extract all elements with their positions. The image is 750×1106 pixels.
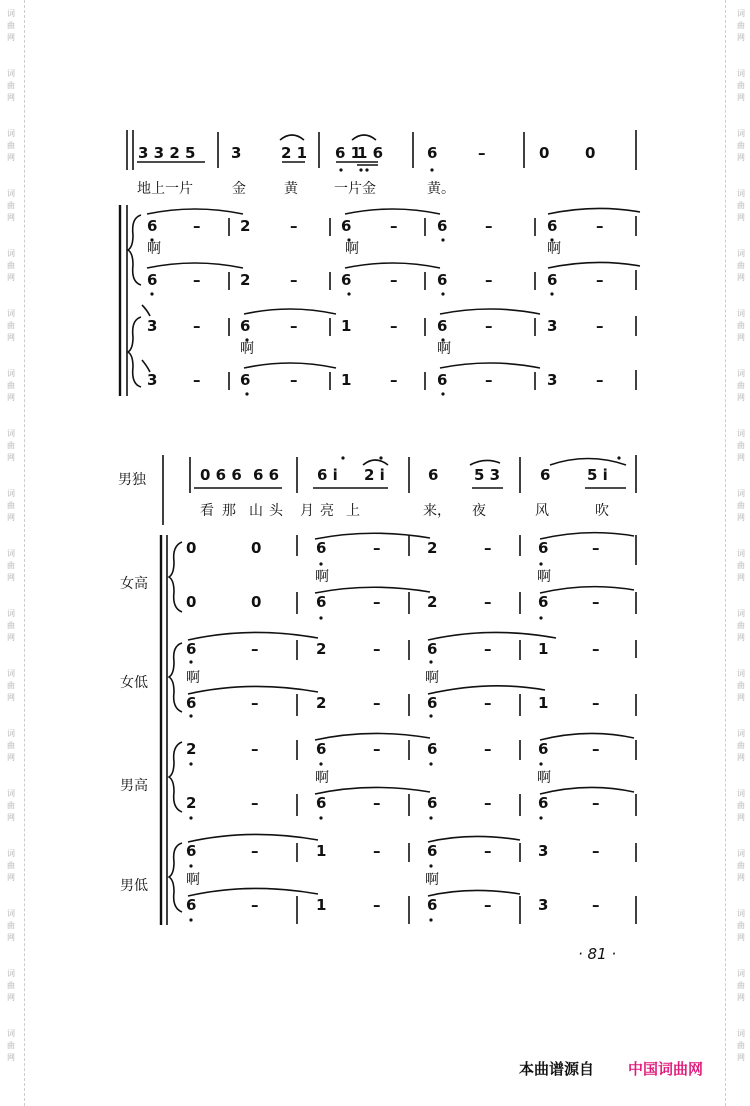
- note: 1: [538, 640, 549, 658]
- dash: –: [484, 539, 492, 557]
- watermark-char: 网: [737, 273, 745, 282]
- watermark-char: 曲: [7, 21, 15, 30]
- watermark-char: 词: [737, 669, 745, 678]
- dash: –: [484, 694, 492, 712]
- watermark-char: 网: [7, 273, 15, 282]
- note: 6: [316, 794, 327, 812]
- dash: –: [485, 317, 493, 335]
- dash: –: [251, 794, 259, 812]
- dash: –: [251, 842, 259, 860]
- dash: –: [478, 144, 486, 162]
- note: 6: [427, 794, 438, 812]
- watermark-char: 网: [7, 753, 15, 762]
- dash: –: [592, 794, 600, 812]
- voice-label: 女高: [120, 576, 148, 592]
- dash: –: [390, 317, 398, 335]
- lyric: 啊: [345, 241, 359, 257]
- lyric: 啊: [425, 872, 439, 888]
- note: 6: [427, 842, 438, 860]
- dash: –: [290, 271, 298, 289]
- lyric: 啊: [547, 241, 561, 257]
- lyric: 风: [535, 503, 549, 519]
- note: 1: [341, 371, 352, 389]
- watermark-char: 网: [7, 993, 15, 1002]
- note: 6: [240, 371, 251, 389]
- note: 6: [538, 593, 549, 611]
- note-group: 1 6: [357, 144, 384, 162]
- dash: –: [390, 271, 398, 289]
- watermark-char: 曲: [7, 921, 15, 930]
- watermark-char: 曲: [737, 21, 745, 30]
- watermark-char: 曲: [7, 261, 15, 270]
- note: 6: [538, 740, 549, 758]
- watermark-char: 网: [737, 393, 745, 402]
- lyric: 啊: [537, 569, 551, 585]
- watermark-char: 曲: [7, 501, 15, 510]
- dash: –: [592, 640, 600, 658]
- lyric: 啊: [186, 670, 200, 686]
- note: 2: [427, 593, 438, 611]
- watermark-char: 词: [7, 789, 15, 798]
- dash: –: [251, 896, 259, 914]
- watermark-char: 曲: [737, 381, 745, 390]
- lyric: 啊: [437, 341, 451, 357]
- lyric: 啊: [186, 872, 200, 888]
- watermark-char: 词: [737, 969, 745, 978]
- note: 6: [240, 317, 251, 335]
- note-group: 2 1: [281, 144, 308, 162]
- watermark-char: 网: [737, 93, 745, 102]
- watermark-char: 词: [737, 609, 745, 618]
- watermark-char: 词: [737, 849, 745, 858]
- note: 6: [437, 217, 448, 235]
- lyric: 啊: [240, 341, 254, 357]
- watermark-char: 词: [737, 1029, 745, 1038]
- lyric: 金: [232, 181, 246, 197]
- lyric: 来，: [423, 503, 451, 519]
- watermark-char: 网: [737, 573, 745, 582]
- watermark-char: 网: [7, 93, 15, 102]
- lyric: 夜: [472, 503, 486, 519]
- watermark-char: 词: [737, 729, 745, 738]
- watermark-char: 词: [737, 9, 745, 18]
- note: 6: [147, 271, 158, 289]
- dash: –: [596, 371, 604, 389]
- watermark-char: 曲: [737, 681, 745, 690]
- watermark-char: 词: [7, 729, 15, 738]
- lyric: 啊: [147, 241, 161, 257]
- lyric: 头: [269, 503, 283, 519]
- note: 6: [427, 896, 438, 914]
- note: 6: [427, 144, 438, 162]
- watermark-char: 词: [737, 309, 745, 318]
- watermark-char: 网: [7, 813, 15, 822]
- note-group: 5 3: [474, 466, 501, 484]
- note-group: 0 6 6: [200, 466, 242, 484]
- watermark-char: 曲: [737, 621, 745, 630]
- watermark-char: 曲: [737, 201, 745, 210]
- voice-label: 男高: [120, 778, 148, 794]
- watermark-char: 曲: [737, 261, 745, 270]
- dash: –: [373, 539, 381, 557]
- watermark-char: 曲: [737, 801, 745, 810]
- lyric: 黄。: [427, 181, 455, 197]
- watermark-char: 词: [7, 309, 15, 318]
- watermark-char: 曲: [737, 981, 745, 990]
- voice-label: 女低: [120, 675, 148, 691]
- lyric: 一片金: [334, 181, 376, 197]
- note: 2: [186, 794, 197, 812]
- watermark-char: 网: [7, 153, 15, 162]
- dash: –: [596, 271, 604, 289]
- note: 1: [316, 896, 327, 914]
- watermark-char: 网: [737, 513, 745, 522]
- lyric: 啊: [315, 569, 329, 585]
- lyric: 啊: [425, 670, 439, 686]
- watermark-char: 词: [7, 189, 15, 198]
- watermark-char: 词: [7, 489, 15, 498]
- watermark-char: 曲: [737, 141, 745, 150]
- note: 1: [316, 842, 327, 860]
- watermark-char: 网: [7, 333, 15, 342]
- note: 0: [251, 593, 262, 611]
- voice-label: 男低: [120, 878, 148, 894]
- dash: –: [251, 694, 259, 712]
- voice-label-solo: 男独: [118, 472, 146, 488]
- watermark-char: 曲: [7, 681, 15, 690]
- note: 3: [547, 317, 558, 335]
- note: 6: [547, 217, 558, 235]
- note: 6: [437, 271, 448, 289]
- note: 0: [186, 539, 197, 557]
- dash: –: [485, 217, 493, 235]
- watermark-char: 曲: [7, 801, 15, 810]
- watermark-char: 词: [7, 549, 15, 558]
- watermark-char: 曲: [737, 321, 745, 330]
- dash: –: [390, 371, 398, 389]
- watermark-char: 词: [737, 909, 745, 918]
- watermark-char: 网: [737, 213, 745, 222]
- watermark-char: 曲: [7, 381, 15, 390]
- note: 6: [427, 740, 438, 758]
- note: 6: [540, 466, 551, 484]
- note-group: 2 i: [364, 466, 385, 484]
- dash: –: [193, 271, 201, 289]
- dash: –: [596, 317, 604, 335]
- note: 2: [240, 271, 251, 289]
- watermark-char: 曲: [737, 1041, 745, 1050]
- watermark-char: 词: [7, 429, 15, 438]
- note: 6: [186, 896, 197, 914]
- footer-source-label: 本曲谱源自: [519, 1060, 595, 1078]
- note: 6: [437, 371, 448, 389]
- watermark-char: 网: [737, 693, 745, 702]
- watermark-char: 网: [7, 453, 15, 462]
- note: 3: [147, 317, 158, 335]
- dash: –: [373, 740, 381, 758]
- note: 0: [585, 144, 596, 162]
- lyric: 亮: [320, 503, 334, 519]
- watermark-char: 词: [737, 189, 745, 198]
- dash: –: [290, 317, 298, 335]
- note: 0: [539, 144, 550, 162]
- watermark-char: 网: [7, 693, 15, 702]
- note: 6: [428, 466, 439, 484]
- note: 1: [538, 694, 549, 712]
- watermark-char: 曲: [737, 741, 745, 750]
- note: 6: [186, 640, 197, 658]
- watermark-char: 曲: [7, 741, 15, 750]
- note: 2: [186, 740, 197, 758]
- dash: –: [484, 740, 492, 758]
- dash: –: [373, 794, 381, 812]
- note: 6: [341, 217, 352, 235]
- dash: –: [193, 371, 201, 389]
- watermark-char: 词: [7, 129, 15, 138]
- watermark-char: 词: [737, 489, 745, 498]
- dash: –: [592, 896, 600, 914]
- note-group: 3 3 2 5: [138, 144, 196, 162]
- note: 6: [316, 593, 327, 611]
- watermark-char: 网: [737, 333, 745, 342]
- watermark-char: 词: [7, 249, 15, 258]
- dash: –: [592, 740, 600, 758]
- note: 6: [316, 740, 327, 758]
- watermark-char: 曲: [7, 981, 15, 990]
- note: 2: [316, 694, 327, 712]
- dash: –: [484, 896, 492, 914]
- watermark-char: 网: [737, 33, 745, 42]
- note: 6: [437, 317, 448, 335]
- dash: –: [592, 694, 600, 712]
- watermark-char: 网: [737, 933, 745, 942]
- note: 6: [547, 271, 558, 289]
- footer-site-link[interactable]: 中国词曲网: [628, 1060, 704, 1078]
- watermark-char: 曲: [737, 441, 745, 450]
- dash: –: [596, 217, 604, 235]
- note: 6: [186, 694, 197, 712]
- dash: –: [485, 271, 493, 289]
- watermark-char: 网: [7, 933, 15, 942]
- watermark-char: 网: [7, 213, 15, 222]
- watermark-char: 词: [7, 69, 15, 78]
- lyric: 啊: [537, 770, 551, 786]
- dash: –: [193, 217, 201, 235]
- watermark-char: 词: [737, 129, 745, 138]
- dash: –: [484, 593, 492, 611]
- dash: –: [390, 217, 398, 235]
- dash: –: [251, 740, 259, 758]
- watermark-char: 词: [737, 549, 745, 558]
- watermark-char: 网: [737, 633, 745, 642]
- lyric: 月: [300, 503, 314, 519]
- note: 6: [427, 640, 438, 658]
- watermark-char: 词: [737, 69, 745, 78]
- watermark-char: 词: [7, 849, 15, 858]
- watermark-char: 网: [7, 633, 15, 642]
- watermark-char: 词: [7, 1029, 15, 1038]
- watermark-char: 网: [7, 873, 15, 882]
- dash: –: [373, 593, 381, 611]
- dash: –: [592, 842, 600, 860]
- dash: –: [251, 640, 259, 658]
- note-group: 6 i: [317, 466, 338, 484]
- note: 6: [316, 539, 327, 557]
- watermark-char: 词: [7, 909, 15, 918]
- dash: –: [484, 842, 492, 860]
- watermark-char: 曲: [7, 861, 15, 870]
- dash: –: [373, 896, 381, 914]
- note: 3: [538, 842, 549, 860]
- watermark-char: 词: [7, 609, 15, 618]
- watermark-char: 网: [7, 573, 15, 582]
- note-group: 6 1: [335, 144, 362, 162]
- lyric: 那: [222, 503, 236, 519]
- dash: –: [193, 317, 201, 335]
- watermark-char: 词: [737, 789, 745, 798]
- lyric: 地上一片: [137, 181, 193, 197]
- watermark-char: 曲: [7, 201, 15, 210]
- dash: –: [484, 794, 492, 812]
- watermark-char: 曲: [7, 621, 15, 630]
- note: 6: [341, 271, 352, 289]
- dash: –: [484, 640, 492, 658]
- watermark-char: 网: [7, 1053, 15, 1062]
- watermark-char: 曲: [7, 141, 15, 150]
- lyric: 黄: [284, 181, 298, 197]
- note-group: 6 6: [253, 466, 280, 484]
- watermark-char: 词: [7, 9, 15, 18]
- note: 6: [427, 694, 438, 712]
- watermark-char: 词: [737, 369, 745, 378]
- watermark-char: 曲: [737, 81, 745, 90]
- watermark-char: 网: [737, 993, 745, 1002]
- note: 3: [147, 371, 158, 389]
- watermark-char: 词: [737, 249, 745, 258]
- watermark-char: 词: [7, 669, 15, 678]
- note: 1: [341, 317, 352, 335]
- dash: –: [485, 371, 493, 389]
- watermark-char: 曲: [737, 921, 745, 930]
- watermark-char: 网: [737, 453, 745, 462]
- note: 2: [316, 640, 327, 658]
- note: 6: [538, 794, 549, 812]
- watermark-char: 曲: [737, 501, 745, 510]
- watermark-char: 曲: [737, 561, 745, 570]
- watermark-char: 曲: [737, 861, 745, 870]
- page-number: · 81 ·: [578, 945, 617, 963]
- watermark-char: 网: [737, 753, 745, 762]
- watermark-char: 网: [7, 393, 15, 402]
- watermark-char: 曲: [7, 441, 15, 450]
- note: 0: [251, 539, 262, 557]
- note: 3: [547, 371, 558, 389]
- dash: –: [373, 640, 381, 658]
- watermark-char: 曲: [7, 321, 15, 330]
- dash: –: [290, 371, 298, 389]
- note: 6: [147, 217, 158, 235]
- dash: –: [373, 842, 381, 860]
- watermark-char: 网: [737, 813, 745, 822]
- lyric: 看: [200, 503, 214, 519]
- watermark-char: 网: [737, 153, 745, 162]
- note: 2: [427, 539, 438, 557]
- note: 2: [240, 217, 251, 235]
- note: 6: [186, 842, 197, 860]
- lyric: 啊: [315, 770, 329, 786]
- note: 0: [186, 593, 197, 611]
- lyric: 上: [346, 503, 360, 519]
- dash: –: [290, 217, 298, 235]
- lyric: 吹: [595, 503, 609, 519]
- dash: –: [592, 593, 600, 611]
- lyric: 山: [249, 503, 263, 519]
- note: 3: [538, 896, 549, 914]
- note: 3: [231, 144, 242, 162]
- note: 6: [538, 539, 549, 557]
- watermark-char: 词: [7, 969, 15, 978]
- watermark-char: 词: [737, 429, 745, 438]
- watermark-char: 曲: [7, 81, 15, 90]
- watermark-char: 网: [7, 33, 15, 42]
- watermark-char: 网: [737, 1053, 745, 1062]
- watermark-char: 网: [737, 873, 745, 882]
- note-group: 5 i: [587, 466, 608, 484]
- watermark-char: 网: [7, 513, 15, 522]
- watermark-char: 词: [7, 369, 15, 378]
- dash: –: [592, 539, 600, 557]
- watermark-char: 曲: [7, 561, 15, 570]
- watermark-char: 曲: [7, 1041, 15, 1050]
- dash: –: [373, 694, 381, 712]
